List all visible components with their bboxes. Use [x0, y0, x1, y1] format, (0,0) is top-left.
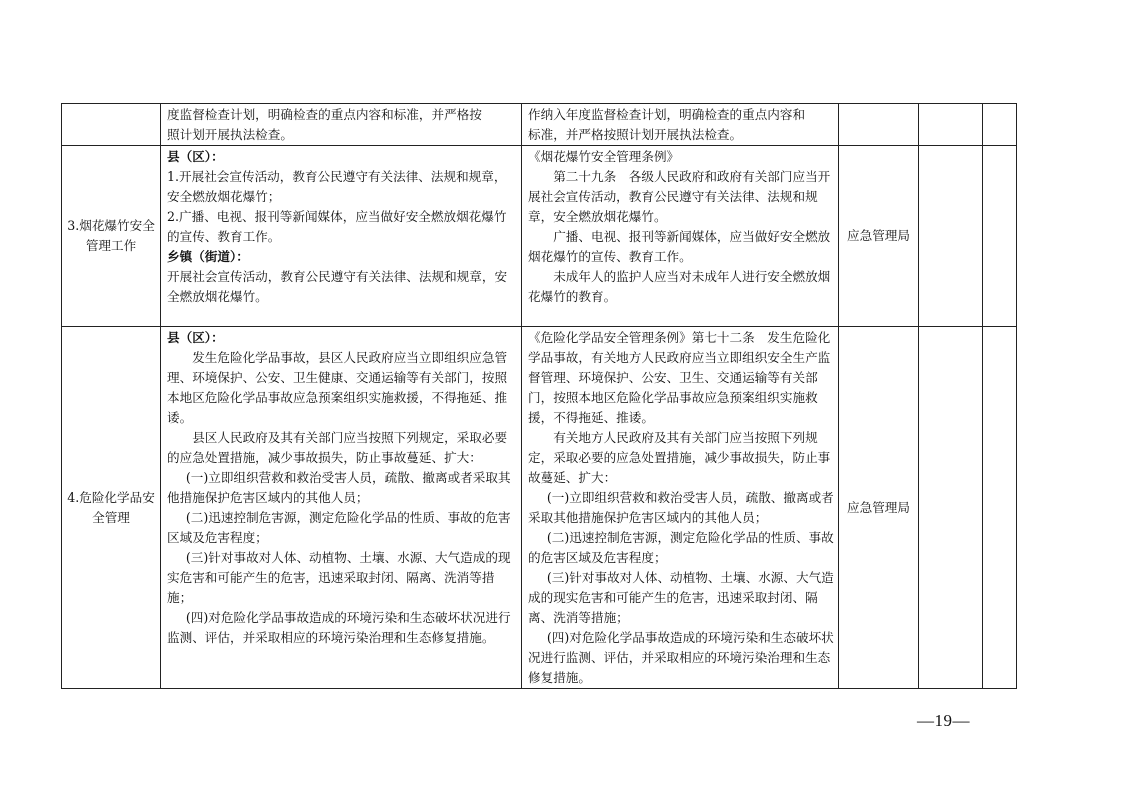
duty-paragraph: 1.开展社会宣传活动，教育公民遵守有关法律、法规和规章，安全燃放烟花爆竹；	[167, 169, 507, 204]
legal-basis-cell	[522, 104, 839, 146]
text-line: 标准，并严格按照计划开展执法检查。	[528, 127, 743, 142]
empty-cell	[919, 146, 983, 327]
department-cell	[839, 104, 919, 146]
text-line: 照计划开展执法检查。	[167, 127, 293, 142]
table-row	[62, 327, 1017, 689]
law-paragraph: (四)对危险化学品事故造成的环境污染和生态破坏状况进行监测、评估，并采取相应的环境污染治理和生态修复措施。	[528, 630, 834, 685]
law-paragraph: (三)针对事故对人体、动植物、土壤、水源、大气造成的现实危害和可能产生的危害，迅速采取封闭、隔离、洗消等措施；	[528, 570, 834, 625]
law-paragraph: 有关地方人民政府及其有关部门应当按照下列规定，采取必要的应急处置措施，减少事故损失，防止事故蔓延、扩大：	[528, 430, 831, 485]
empty-cell	[983, 327, 1017, 689]
duty-paragraph: 2.广播、电视、报刊等新闻媒体，应当做好安全燃放烟花爆竹的宣传、教育工作。	[167, 209, 507, 244]
law-paragraph: 未成年人的监护人应当对未成年人进行安全燃放烟花爆竹的教育。	[528, 269, 831, 304]
section-heading: 乡镇（街道）：	[167, 249, 249, 264]
law-paragraph: 广播、电视、报刊等新闻媒体，应当做好安全燃放烟花爆竹的宣传、教育工作。	[528, 229, 831, 264]
legal-basis-cell	[522, 146, 839, 327]
page-number: —19—	[917, 711, 970, 730]
table-row	[62, 146, 1017, 327]
empty-cell	[919, 104, 983, 146]
law-paragraph: (二)迅速控制危害源，测定危险化学品的性质、事故的危害区域及危害程度；	[528, 530, 834, 565]
legal-basis-cell	[522, 327, 839, 689]
text-line: 作纳入年度监督检查计划，明确检查的重点内容和	[528, 107, 806, 122]
local-duty-cell	[161, 146, 522, 327]
department-cell: 应急管理局	[839, 146, 919, 327]
duty-paragraph: 县区人民政府及其有关部门应当按照下列规定，采取必要的应急处置措施，减少事故损失，防止事故蔓延、扩大：	[167, 430, 508, 465]
empty-cell	[983, 146, 1017, 327]
empty-cell	[983, 104, 1017, 146]
duty-paragraph: (三)针对事故对人体、动植物、土壤、水源、大气造成的现实危害和可能产生的危害，迅速采取封闭、隔离、洗消等措施；	[167, 550, 511, 605]
duty-paragraph: (四)对危险化学品事故造成的环境污染和生态破坏状况进行监测、评估，并采取相应的环境污染治理和生态修复措施。	[167, 610, 511, 645]
empty-cell	[919, 327, 983, 689]
text-line: 度监督检查计划，明确检查的重点内容和标准，并严格按	[167, 107, 482, 122]
duty-paragraph: 开展社会宣传活动，教育公民遵守有关法律、法规和规章，安全燃放烟花爆竹。	[167, 269, 508, 304]
law-paragraph: (一)立即组织营救和救治受害人员，疏散、撤离或者采取其他措施保护危害区域内的其他人员；	[528, 490, 834, 525]
local-duty-cell	[161, 327, 522, 689]
law-paragraph: 《危险化学品安全管理条例》第七十二条 发生危险化学品事故，有关地方人民政府应当立即组织安全生产监督管理、环境保护、公安、卫生、交通运输等有关部门，按照本地区危险化学品事故应急预案组织实施救援，不得拖延、推诿。	[528, 330, 831, 425]
responsibility-table	[61, 103, 1017, 689]
item-cell: 3.烟花爆竹安全管理工作	[62, 146, 161, 327]
duty-paragraph: (二)迅速控制危害源，测定危险化学品的性质、事故的危害区域及危害程度；	[167, 510, 511, 545]
section-heading: 县（区）：	[167, 149, 224, 164]
law-title: 《烟花爆竹安全管理条例》	[528, 149, 680, 164]
local-duty-cell	[161, 104, 522, 146]
law-paragraph: 第二十九条 各级人民政府和政府有关部门应当开展社会宣传活动，教育公民遵守有关法律、法规和规章，安全燃放烟花爆竹。	[528, 169, 831, 224]
duty-paragraph: (一)立即组织营救和救治受害人员，疏散、撤离或者采取其他措施保护危害区域内的其他人员；	[167, 470, 511, 505]
item-cell	[62, 104, 161, 146]
table-row	[62, 104, 1017, 146]
department-cell: 应急管理局	[839, 327, 919, 689]
item-cell: 4.危险化学品安全管理	[62, 327, 161, 689]
section-heading: 县（区）：	[167, 330, 224, 345]
duty-paragraph: 发生危险化学品事故，县区人民政府应当立即组织应急管理、环境保护、公安、卫生健康、交通运输等有关部门，按照本地区危险化学品事故应急预案组织实施救援，不得拖延、推诿。	[167, 350, 508, 425]
